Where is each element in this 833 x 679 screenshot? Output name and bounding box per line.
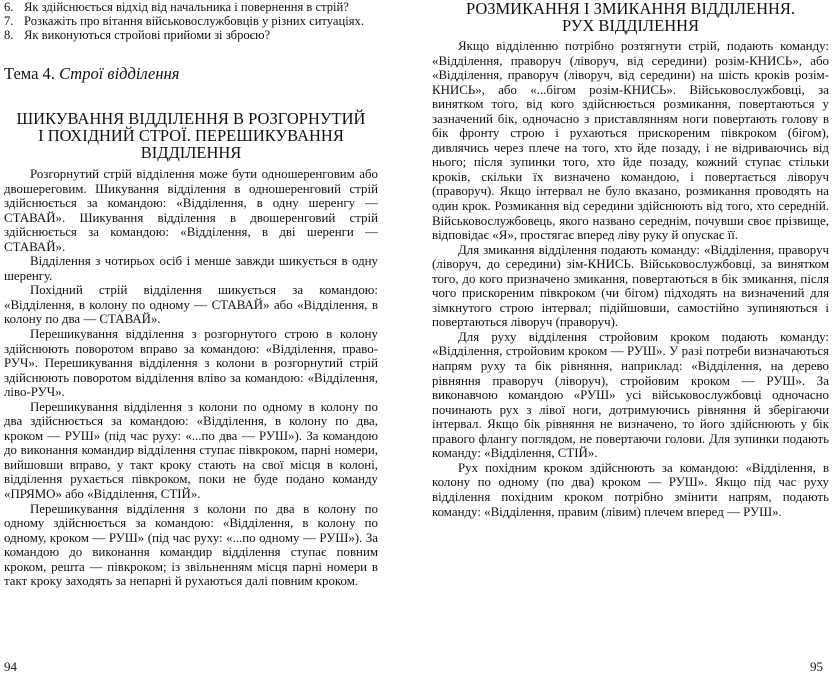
paragraph: Якщо відділенню потрібно розтягнути стрій, подають команду: «Відділення, праворуч (ліворуч, від середини) розім-КНИСЬ», або «Відділення, праворуч (ліворуч, від середини) на шість кроків розім-КНИСЬ», або «...бігом розім-КНИСЬ». Військовослужбовці, за винятком того, від кого здійснюється розмикання, повертаються у зазначений бік, одночасно з приставлянням ноги повертають голову в бік фронту строю і рухаються прискореним півкроком (бігом), дивлячись через плече на того, хто йде позаду, і не відриваючись від нього; після зупинки того, хто йде позаду, кожний ступає стільки кроків, скільки їх визначено командою, і повертається ліворуч (праворуч). Якщо інтервал не було вказано, розмикання проводять на один крок. Розмикання від середини здійснюють від того, хто середній. Військовослужбовець, якого названо середнім, почувши своє прізвище, відповідає «Я», простягає вперед ліву руку й опускає її.	[432, 39, 829, 243]
question-text: Розкажіть про вітання військовослужбовців у різних ситуаціях.	[24, 14, 364, 28]
theme-heading	[4, 64, 378, 84]
paragraph: Для руху відділення стройовим кроком подають команду: «Відділення, стройовим кроком — РУШ». У разі потреби визначаються напрям руху та бік рівняння, наприклад: «Відділення, на дерево рівняння праворуч (ліворуч), стройовим кроком — РУШ». За виконавчою командою «РУШ» усі військовослужбовці одночасно починають рух з лівої ноги, дотримуючись рівняння й зберігаючи інтервал. Якщо бік рівняння не визначено, то його здійснюють у бік правого флангу поглядом, не повертаючи голови. Для зупинки подають команду: «Відділення, СТІЙ».	[432, 329, 829, 461]
heading-line: І ПОХІДНИЙ СТРОЇ. ПЕРЕШИКУВАННЯ	[38, 126, 344, 145]
paragraph: Рух похідним кроком здійснюють за командою: «Відділення, в колону по одному (по два) кроком — РУШ». Якщо під час руху відділення похідним кроком потрібно змінити напрям, подають команду: «Відділення, правим (лівим) плечем вперед — РУШ».	[432, 460, 829, 519]
page-number: 95	[810, 659, 823, 674]
theme-label: Тема 4.	[4, 64, 55, 83]
question-number: 7.	[4, 14, 14, 28]
paragraph: Перешикування відділення з колони по одному в колону по два здійснюється за командою: «Відділення, в колону по два, кроком — РУШ» (під час руху: «...по два — РУШ»). За командою до виконання командир відділення ступає півкроком, парні номери, вийшовши вправо, у такт кроку стають на свої місця в колоні, відділення рухається півкроком, поки не буде подано команду «ПРЯМО» або «Відділення, СТІЙ».	[4, 399, 378, 502]
heading-line: РУХ ВІДДІЛЕННЯ	[561, 16, 700, 35]
question-number: 8.	[4, 28, 14, 42]
paragraph: Похідний стрій відділення шикується за командою: «Відділення, в колону по одному — СТАВАЙ» або «Відділення, в колону по два — СТАВАЙ».	[4, 283, 378, 327]
paragraph: Відділення з чотирьох осіб і менше завжди шикується в одну шеренгу.	[4, 254, 378, 283]
paragraph: Розгорнутий стрій відділення може бути одношеренговим або двошереговим. Шикування відділення в одношеренговий стрій здійснюється за командою: «Відділення, в одну шеренгу — СТАВАЙ». Шикування відділення в двошеренговий стрій здійснюється за командою: «Відділення, в дві шеренги — СТАВАЙ».	[4, 167, 378, 254]
paragraph: Для змикання відділення подають команду: «Відділення, праворуч (ліворуч, до середини) зім-КНИСЬ. Військовослужбовці, за винятком того, до кого призначено змикання, повертаються в бік змикання, після чого прискореним півкроком (чи бігом) підходять на визначений для зімкнутого строю інтервал; підійшовши, самостійно зупиняються і повертаються ліворуч (праворуч).	[432, 242, 829, 330]
list-item	[4, 14, 378, 28]
list-item	[4, 0, 378, 14]
left-page	[0, 0, 392, 679]
paragraph: Перешикування відділення з розгорнутого строю в колону здійснюють поворотом вправо за командою: «Відділення, право-РУЧ». Перешикування відділення з колони в розгорнутий стрій здійснюють поворотом відділення вліво за командою: «Відділення, ліво-РУЧ».	[4, 327, 378, 400]
paragraph: Перешикування відділення з колони по два в колону по одному здійснюється за командою: «Відділення, в колону по одному, кроком — РУШ» (під час руху: «...по одному — РУШ»). За командою до виконання командир відділення ступає повним кроком, решта — півкроком; із звільненням місця парні номери в такт кроку заходять за непарні й рухаються далі повним кроком.	[4, 501, 378, 589]
question-text: Як виконуються стройові прийоми зі зброєю?	[24, 28, 271, 42]
heading-line: ВІДДІЛЕННЯ	[140, 143, 242, 162]
heading-line: ШИКУВАННЯ ВІДДІЛЕННЯ В РОЗГОРНУТИЙ	[16, 109, 366, 128]
theme-title: Строї відділення	[59, 64, 180, 83]
review-questions-list	[4, 0, 378, 42]
question-text: Як здійснюється відхід від начальника і повернення в стрій?	[24, 0, 349, 14]
section-heading	[4, 110, 378, 161]
right-page	[428, 0, 833, 679]
page-number: 94	[4, 659, 17, 674]
heading-line: РОЗМИКАННЯ І ЗМИКАННЯ ВІДДІЛЕННЯ.	[465, 0, 796, 18]
question-number: 6.	[4, 0, 14, 14]
list-item	[4, 28, 378, 42]
section-heading	[432, 0, 829, 34]
